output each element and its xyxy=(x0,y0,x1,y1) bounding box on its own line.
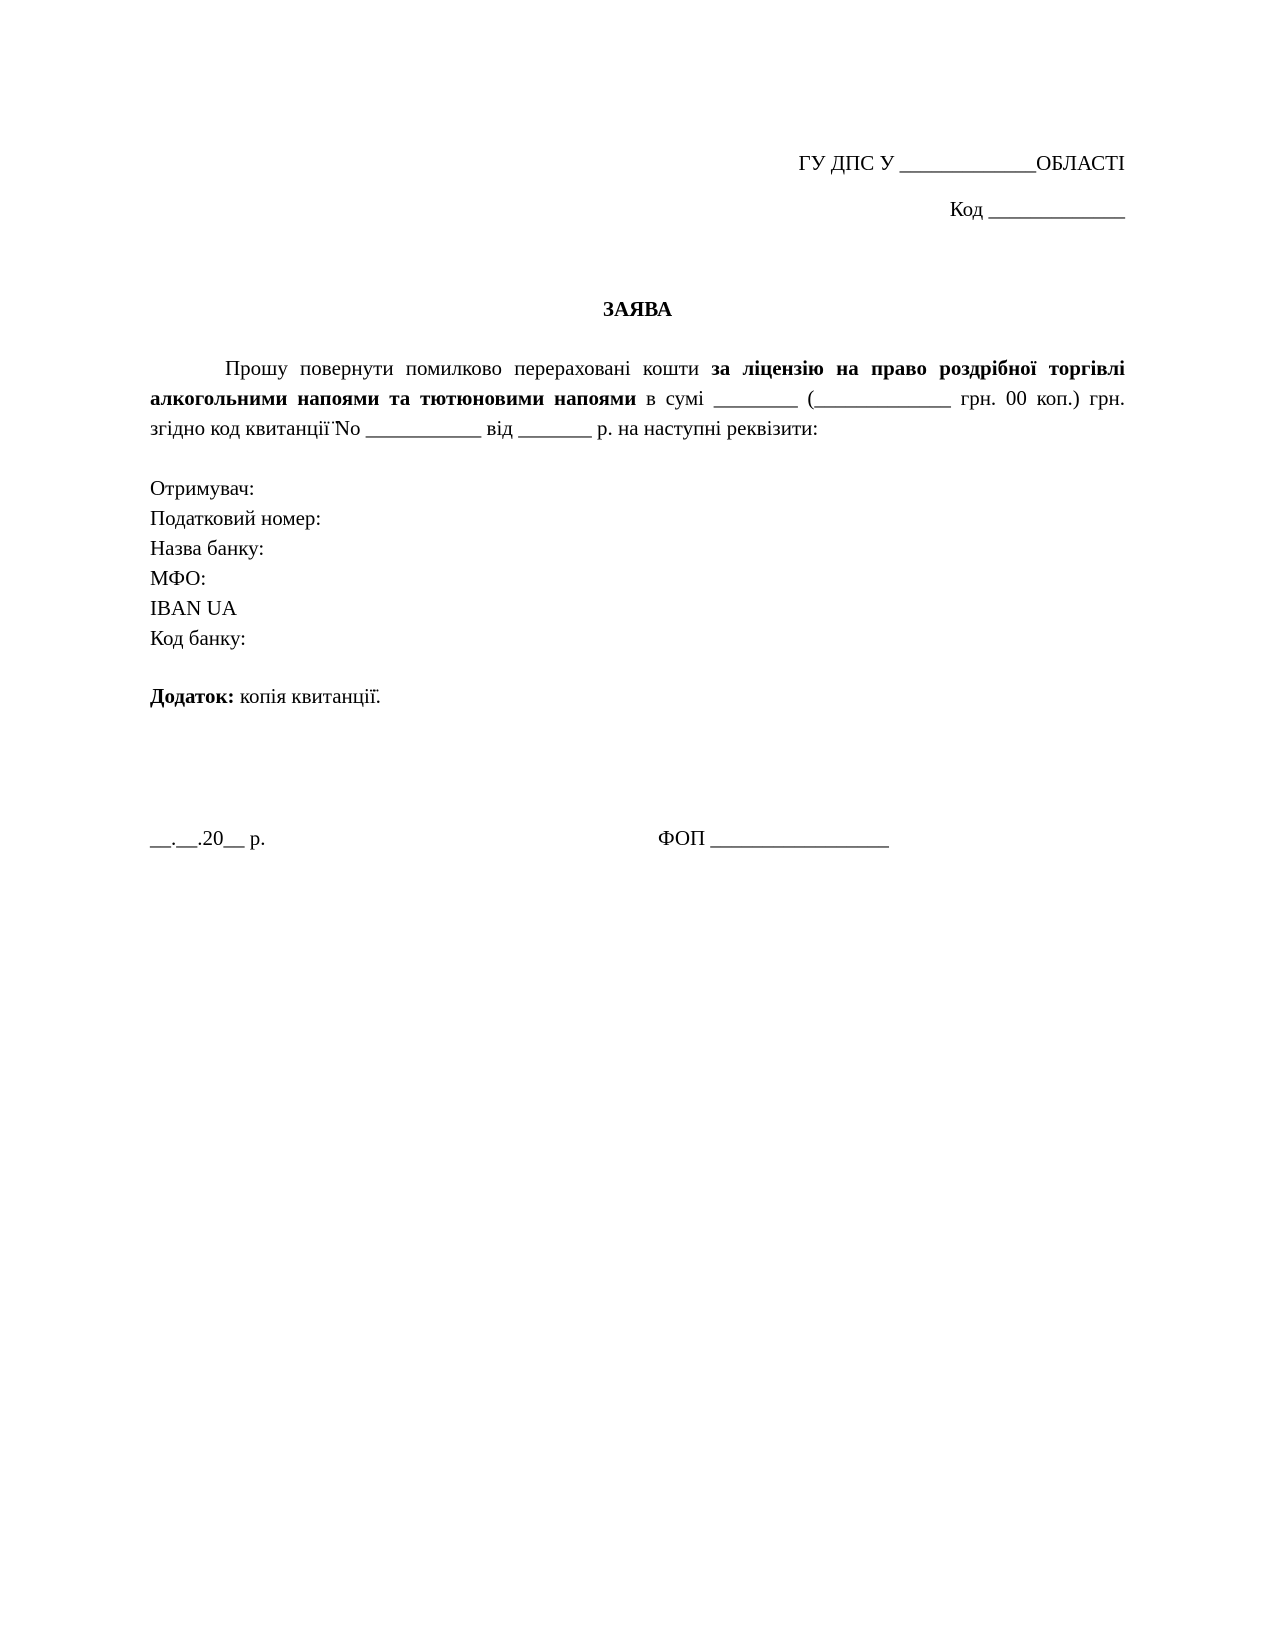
signature-line: ФОП _________________ xyxy=(658,826,889,850)
request-paragraph xyxy=(150,353,1125,443)
date-line: __.__.20__ р. xyxy=(150,826,266,850)
attachment-line xyxy=(150,681,381,711)
requisite-tax-number: Податковий номер: xyxy=(150,506,322,530)
requisite-bank-code: Код банку: xyxy=(150,626,246,650)
request-text-start: Прошу повернути помилково перераховані кошти xyxy=(225,356,712,380)
recipient-office: ГУ ДПС У _____________ОБЛАСТІ xyxy=(798,151,1125,175)
attachment-text: копія квитанції̈. xyxy=(234,684,381,708)
requisite-iban: IBAN UA xyxy=(150,596,237,620)
document-title: ЗАЯВА xyxy=(602,297,673,321)
attachment-label: Додаток: xyxy=(150,684,235,708)
addressee-block xyxy=(798,148,1125,224)
requisite-bank-name: Назва банку: xyxy=(150,536,265,560)
request-text-end: в сумі ________ (_____________ грн. 00 коп.) грн. згідно код квитанції ̈No ___________ від _______ р. на наступні реквізити: xyxy=(150,386,1125,440)
requisite-mfo: МФО: xyxy=(150,566,207,590)
code-line: Код _____________ xyxy=(949,197,1125,221)
requisite-recipient: Отримувач: xyxy=(150,476,255,500)
request-text-bold: за ліцензію на право роздрібної торгівлі алкогольними напоями та тютюновими напоями xyxy=(150,356,1125,410)
requisites-list xyxy=(150,473,321,653)
